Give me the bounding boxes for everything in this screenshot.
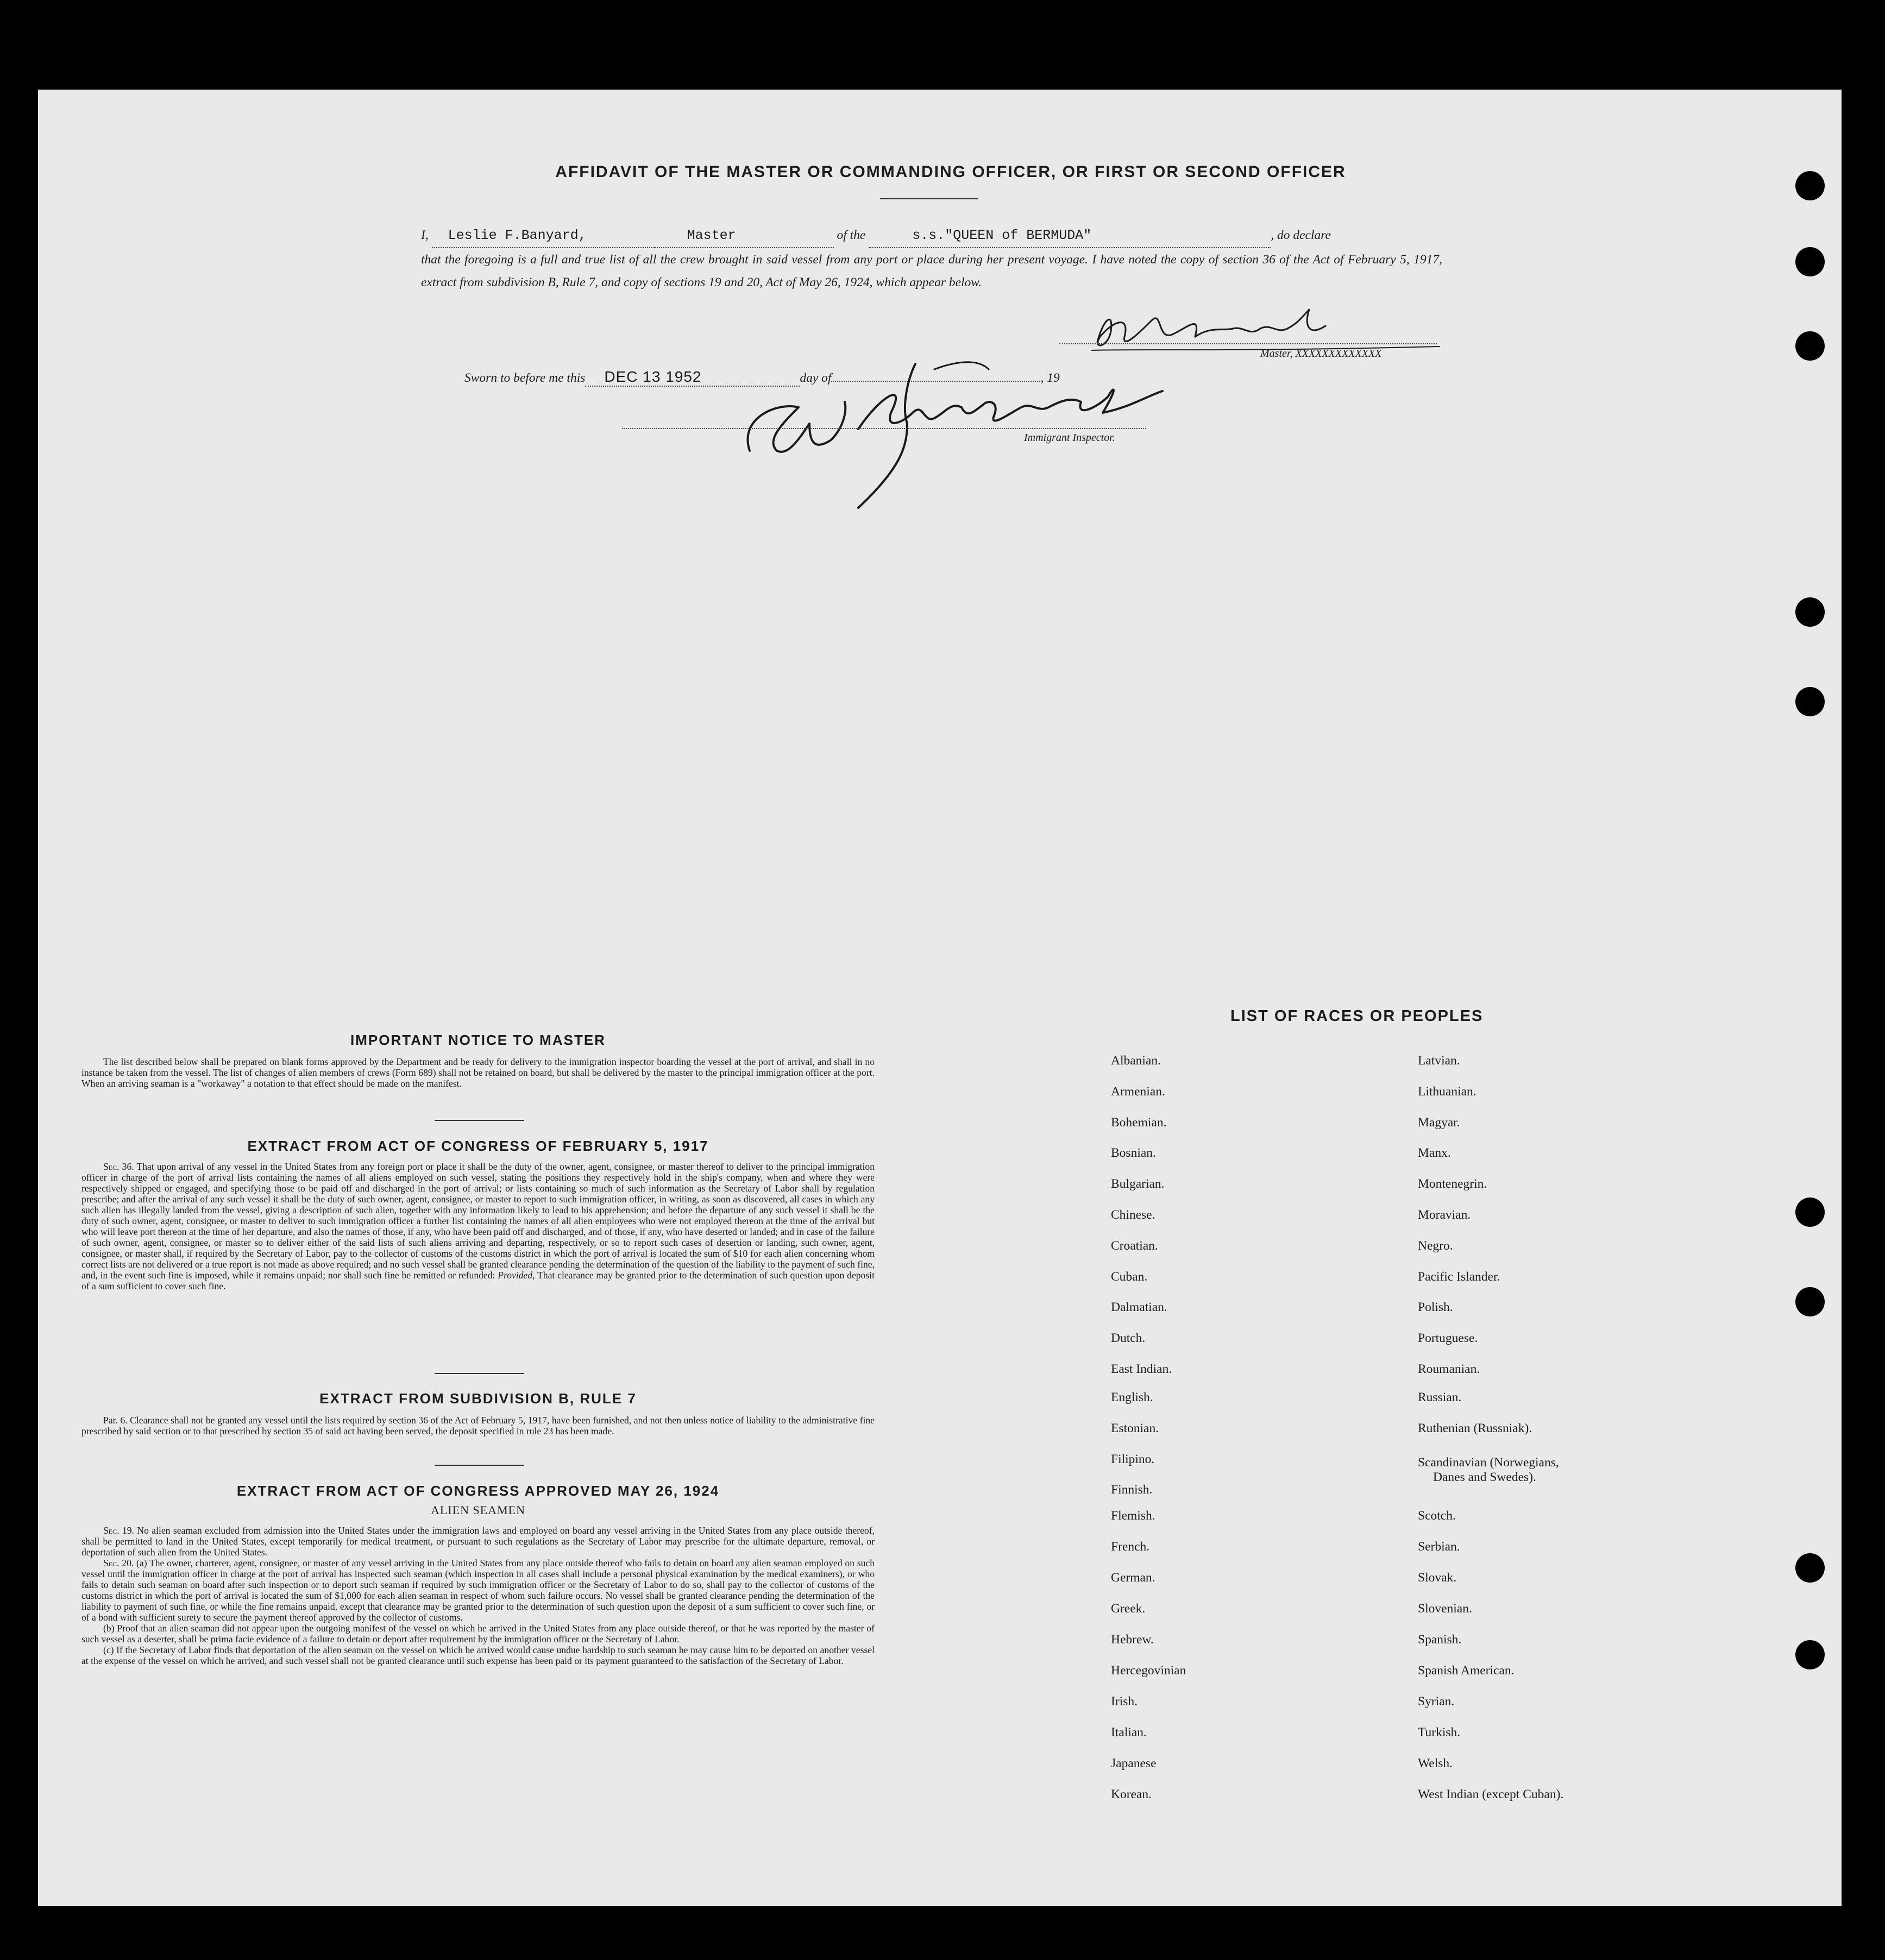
inspector-signature-line bbox=[622, 428, 1146, 429]
race-item: Slovenian. bbox=[1418, 1602, 1472, 1616]
binder-hole bbox=[1795, 247, 1825, 276]
race-item: Dutch. bbox=[1111, 1331, 1146, 1345]
section-divider bbox=[435, 1465, 524, 1466]
race-item: Filipino. bbox=[1111, 1452, 1155, 1466]
inspector-signature bbox=[728, 348, 1173, 511]
section-36-paragraph bbox=[81, 1161, 875, 1291]
race-item: Hercegovinian bbox=[1111, 1663, 1186, 1678]
section-divider bbox=[435, 1120, 524, 1121]
race-item: Korean. bbox=[1111, 1787, 1152, 1801]
binder-hole bbox=[1795, 1287, 1825, 1316]
proviso-text: That clearance may be granted prior to the determination of such question upon deposit of a sum sufficient to cover such fine. bbox=[81, 1270, 875, 1291]
race-item: Greek. bbox=[1111, 1602, 1146, 1616]
declaration-body: that the foregoing is a full and true list of all the crew brought in said vessel from any port or place during her present voyage. I have noted the copy of section 36 of the Act of February 5, 1917, extract from subdivision B, Rule 7, and copy of sections 19 and 20, Act of May 26, 1924, which appear below. bbox=[421, 253, 1442, 289]
race-item: Flemish. bbox=[1111, 1509, 1155, 1523]
race-item: Serbian. bbox=[1418, 1540, 1460, 1554]
race-item: Welsh. bbox=[1418, 1756, 1453, 1770]
race-item: English. bbox=[1111, 1390, 1153, 1404]
sec-19-text: No alien seaman excluded from admission into the United States under the immigration laws and employed on board any vessel arriving in the United States from any place outside thereof, shall be permitted to land in the United States, except temporarily for medical treatment, or pursuant to such regulations as the Secretary of Labor may prescribe for the ultimate departure, removal, or deportation of such alien from the United States. bbox=[81, 1525, 875, 1558]
binder-hole bbox=[1795, 1553, 1825, 1583]
race-item: Lithuanian. bbox=[1418, 1085, 1476, 1099]
race-item: Magyar. bbox=[1418, 1116, 1460, 1130]
master-caption: Master, XXXXXXXXXXXXX bbox=[1260, 348, 1382, 360]
inspector-caption: Immigrant Inspector. bbox=[1024, 432, 1115, 444]
extract-rule7-text bbox=[81, 1415, 875, 1436]
race-item: Manx. bbox=[1418, 1146, 1451, 1160]
extract-1917-title: EXTRACT FROM ACT OF CONGRESS OF FEBRUARY 5, 1917 bbox=[247, 1138, 709, 1154]
notice-paragraph: The list described below shall be prepared on blank forms approved by the Department and be ready for delivery to the immigration inspector boarding the vessel at the port of arrival, and shall in no instance be taken from the vessel. The list of changes of alien members of crews (Form 689) shall not be retained on board, but shall be delivered by the master to the principal immigration officer at the port. When an arriving seaman is a "workaway" a notation to that effect should be made on the manifest. bbox=[81, 1056, 875, 1089]
race-item: Cuban. bbox=[1111, 1270, 1148, 1284]
race-item: Syrian. bbox=[1418, 1694, 1455, 1709]
binder-hole bbox=[1795, 1640, 1825, 1669]
race-item: French. bbox=[1111, 1540, 1150, 1554]
of-the-label: of the bbox=[837, 228, 866, 242]
sec-20a-paragraph bbox=[81, 1558, 875, 1623]
extract-1924-text bbox=[81, 1525, 875, 1666]
binder-hole bbox=[1795, 331, 1825, 361]
rule7-paragraph: Par. 6. Clearance shall not be granted any vessel until the lists required by section 36 of the Act of February 5, 1917, have been furnished, and not then unless notice of liability to the administrative fine prescribed by said section or to that prescribed by section 35 of said act having been served, the deposit specified in rule 23 has been made. bbox=[81, 1415, 875, 1436]
rank-line bbox=[655, 224, 834, 248]
proviso-label: Provided, bbox=[498, 1270, 535, 1281]
races-list-title: LIST OF RACES OR PEOPLES bbox=[1230, 1007, 1484, 1025]
notice-text bbox=[81, 1056, 875, 1089]
race-item: Spanish. bbox=[1418, 1633, 1462, 1647]
vessel-line bbox=[869, 224, 1271, 248]
vessel-name: s.s."QUEEN of BERMUDA" bbox=[912, 228, 1092, 243]
race-item: Latvian. bbox=[1418, 1054, 1460, 1068]
race-item: Croatian. bbox=[1111, 1239, 1158, 1253]
affidavit-declaration bbox=[421, 224, 1442, 294]
sworn-label: Sworn to before me this bbox=[464, 371, 586, 385]
binder-hole bbox=[1795, 1198, 1825, 1227]
race-item: Pacific Islander. bbox=[1418, 1270, 1500, 1284]
race-item: Albanian. bbox=[1111, 1054, 1161, 1068]
sworn-date-stamp: DEC 13 1952 bbox=[604, 368, 702, 385]
sec-19-label: Sec. 19. bbox=[103, 1525, 134, 1536]
i-label: I, bbox=[421, 228, 429, 242]
race-item: Polish. bbox=[1418, 1300, 1453, 1314]
day-of-label: day of bbox=[800, 371, 832, 385]
race-item: Bulgarian. bbox=[1111, 1177, 1165, 1191]
binder-hole bbox=[1795, 597, 1825, 627]
race-item: Portuguese. bbox=[1418, 1331, 1478, 1345]
sec-20-label: Sec. 20. bbox=[103, 1558, 134, 1568]
race-item: Estonian. bbox=[1111, 1421, 1159, 1435]
race-item: Chinese. bbox=[1111, 1208, 1155, 1222]
race-item: Irish. bbox=[1111, 1694, 1138, 1709]
sec-19-paragraph bbox=[81, 1525, 875, 1558]
extract-rule7-title: EXTRACT FROM SUBDIVISION B, RULE 7 bbox=[319, 1390, 637, 1407]
sec-20c-paragraph: (c) If the Secretary of Labor finds that deportation of the alien seaman on the vessel on which he arrived would cause undue hardship to such seaman he may cause him to be deported on another vessel at the expense of the vessel on which he arrived, and such vessel shall not be granted clearance until such expense has been paid or its payment guaranteed to the satisfaction of the Secretary of Labor. bbox=[81, 1644, 875, 1666]
master-signature-line bbox=[1059, 343, 1437, 344]
sec-36-label: Sec. 36. bbox=[103, 1161, 134, 1172]
race-item: Japanese bbox=[1111, 1756, 1157, 1770]
race-item: Finnish. bbox=[1111, 1483, 1153, 1497]
race-item: Italian. bbox=[1111, 1725, 1147, 1740]
master-name: Leslie F.Banyard, bbox=[448, 228, 587, 243]
race-item: Hebrew. bbox=[1111, 1633, 1154, 1647]
race-item: Danes and Swedes). bbox=[1433, 1470, 1536, 1484]
section-divider bbox=[435, 1373, 524, 1374]
sec-36-text: That upon arrival of any vessel in the United States from any foreign port or place it shall be the duty of the owner, agent, consignee, or master thereof to deliver to the principal immigration officer in charge of the port of arrival lists containing the names of all aliens employed on such vessel, stating the positions they respectively hold in the ship's company, when and where they were respectively shipped or engaged, and specifying those to be paid off and discharged in the port of arrival; or lists containing so much of such information as the Secretary of Labor shall by regulation prescribe; and after the arrival of any such vessel it shall be the duty of such owner, agent, consignee, or master to report to such immigration officer, in writing, as soon as discovered, all cases in which any such alien has illegally landed from the vessel, giving a description of such alien, together with any information likely to lead to his apprehension; and before the departure of any such vessel it shall be the duty of such owner, agent, consignee, or master to deliver to such immigration officer a further list containing the names of all alien employees who were not employed thereon at the time of the arrival but who will leave port thereon at the time of her departure, and also the names of those, if any, who have been paid off and discharged, and of those, if any, who have deserted or landed; and in case of the failure of such owner, agent, consignee, or master so to deliver either of the said lists of such aliens arriving and departing, respectively, or so to report such cases of desertion or landing, such owner, agent, consignee, or master shall, if required by the Secretary of Labor, pay to the collector of customs of the customs district in which the port of arrival is located the sum of $10 for each alien concerning whom correct lists are not delivered or a true report is not made as above required; and no such vessel shall be granted clearance pending the determination of the question of the liability to the payment of such fine, and, in the event such fine is imposed, while it remains unpaid; nor shall such fine be remitted or refunded: bbox=[81, 1161, 875, 1281]
race-item: Moravian. bbox=[1418, 1208, 1471, 1222]
affidavit-title: AFFIDAVIT OF THE MASTER OR COMMANDING OFFICER, OR FIRST OR SECOND OFFICER bbox=[555, 163, 1346, 181]
race-item: Armenian. bbox=[1111, 1085, 1165, 1099]
race-item: Spanish American. bbox=[1418, 1663, 1515, 1678]
extract-1917-text bbox=[81, 1161, 875, 1291]
race-item: Roumanian. bbox=[1418, 1362, 1480, 1376]
race-item: German. bbox=[1111, 1571, 1155, 1585]
sec-20b-paragraph: (b) Proof that an alien seaman did not appear upon the outgoing manifest of the vessel on which he arrived in the United States from any place outside thereof, or that he was reported by the master of such vessel as a deserter, shall be prima facie evidence of a failure to detain or deport after requirement by the immigration officer or the Secretary of Labor. bbox=[81, 1623, 875, 1644]
race-item: Bohemian. bbox=[1111, 1116, 1167, 1130]
race-item: Bosnian. bbox=[1111, 1146, 1156, 1160]
race-item: Slovak. bbox=[1418, 1571, 1457, 1585]
race-item: Dalmatian. bbox=[1111, 1300, 1167, 1314]
name-line bbox=[432, 224, 655, 248]
race-item: Ruthenian (Russniak). bbox=[1418, 1421, 1532, 1435]
notice-title: IMPORTANT NOTICE TO MASTER bbox=[350, 1032, 606, 1048]
race-item: Turkish. bbox=[1418, 1725, 1461, 1740]
race-item: Russian. bbox=[1418, 1390, 1462, 1404]
extract-1924-title: EXTRACT FROM ACT OF CONGRESS APPROVED MAY 26, 1924 bbox=[236, 1483, 720, 1499]
master-rank: Master bbox=[687, 228, 736, 243]
race-item: Scotch. bbox=[1418, 1509, 1456, 1523]
declare-label: , do declare bbox=[1271, 228, 1331, 242]
title-divider bbox=[880, 198, 978, 199]
race-item: Scandinavian (Norwegians, bbox=[1418, 1455, 1559, 1470]
declaration-line bbox=[421, 224, 1442, 248]
race-item: East Indian. bbox=[1111, 1362, 1172, 1376]
race-item: West Indian (except Cuban). bbox=[1418, 1787, 1564, 1801]
alien-seamen-subtitle: ALIEN SEAMEN bbox=[431, 1503, 525, 1517]
year-prefix: , 19 bbox=[1040, 371, 1060, 385]
race-item: Negro. bbox=[1418, 1239, 1453, 1253]
race-item: Montenegrin. bbox=[1418, 1177, 1487, 1191]
binder-hole bbox=[1795, 171, 1825, 200]
binder-hole bbox=[1795, 687, 1825, 716]
sec-20a-text: (a) The owner, charterer, agent, consignee, or master of any vessel arriving in the United States from any place outside thereof who fails to detain on board any alien seaman employed on such vessel until the immigration officer in charge at the port of arrival has inspected such seaman (which inspection in all cases shall include a personal physical examination by the medical examiners), or who fails to detain such seaman on board after such inspection or to deport such seaman if required by such immigration officer or the Secretary of Labor to do so, shall pay to the collector of customs of the customs district in which the port of arrival is located the sum of $1,000 for each alien seaman in respect of whom such failure occurs. No vessel shall be granted clearance pending the determination of the liability to payment of such fine, or while the fine remains unpaid, except that clearance may be granted prior to the determination of such question upon the deposit of a sum sufficient to cover such fine, or of a bond with sufficient surety to secure the payment thereof approved by the collector of customs. bbox=[81, 1558, 875, 1623]
